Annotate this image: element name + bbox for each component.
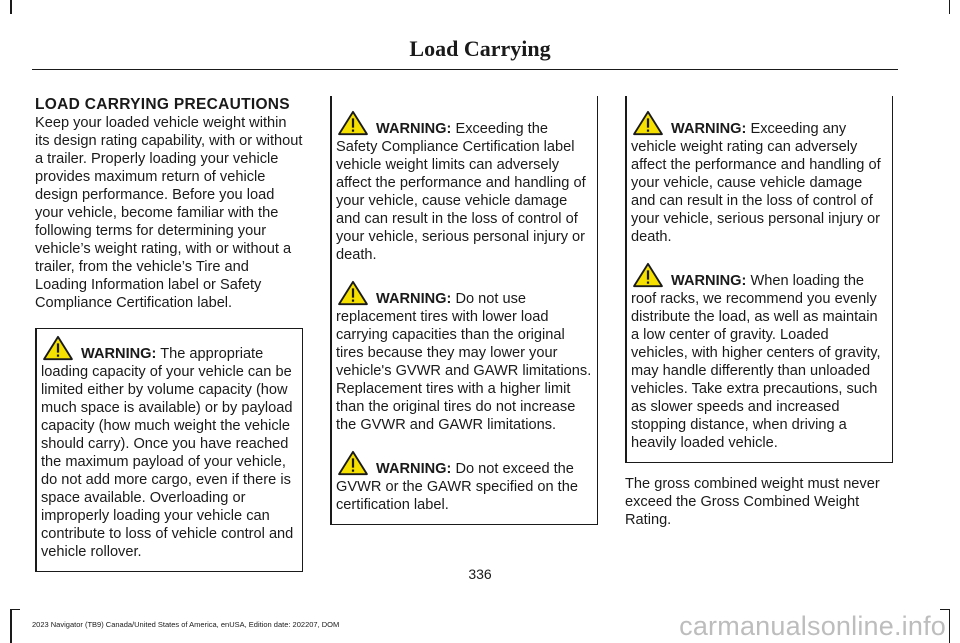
closing-paragraph: The gross combined weight must never exceed the Gross Combined Weight Rating. (625, 476, 880, 528)
column-2 (330, 96, 598, 525)
watermark: carmanualsonline.info (679, 611, 946, 641)
crop-mark (10, 0, 12, 14)
warning-label: WARNING: (376, 461, 452, 477)
warning-box (625, 96, 893, 463)
intro-paragraph: Keep your loaded vehicle weight within its design rating capability, with or without a trailer. Properly loading your vehicle provides maximum return of vehicle design performance. Before you load your vehicle, become familiar with the following terms for determining your vehicle’s weight rating, with or without a trailer, from the vehicle’s Tire and Loading Information label or Safety Compliance Certification label. (35, 115, 303, 311)
page-header-title: Load Carrying (409, 36, 551, 61)
crop-mark (940, 609, 950, 611)
crop-mark (10, 609, 12, 643)
warning-label: WARNING: (671, 273, 747, 289)
warning-text: Do not use replacement tires with lower load carrying capacities than the original tires because they may lower your vehicle's GVWR and GAWR limitations. Replacement tires with a higher limit than the original tires do not increase the GVWR and GAWR limitations. (336, 291, 592, 433)
warning-triangle-icon (336, 280, 370, 306)
warning-paragraph (35, 329, 302, 561)
warning-text: When loading the roof racks, we recommend you evenly distribute the load, as well as maintain a low center of gravity. Loaded vehicles, with higher centers of gravity, may handle differently than unloaded vehicles. Take extra precautions, such as slower speeds and increased stopping distance, when driving a heavily loaded vehicle. (631, 273, 881, 451)
warning-label: WARNING: (376, 121, 452, 137)
warning-text: Exceeding the Safety Compliance Certification label vehicle weight limits can adversely affect the performance and handling of your vehicle, cause vehicle damage and can result in the loss of control of your vehicle, serious personal injury or death. (336, 121, 586, 263)
warning-paragraph (625, 256, 892, 452)
warning-label: WARNING: (671, 121, 747, 137)
column-3 (625, 96, 893, 529)
warning-triangle-icon (631, 262, 665, 288)
warning-paragraph (330, 104, 597, 264)
warning-label: WARNING: (376, 291, 452, 307)
warning-text: Do not exceed the GVWR or the GAWR specified on the certification label. (336, 461, 578, 513)
warning-triangle-icon (336, 450, 370, 476)
warning-box (35, 328, 303, 572)
warning-paragraph (330, 274, 597, 434)
warning-triangle-icon (631, 110, 665, 136)
warning-text: The appropriate loading capacity of your vehicle can be limited either by volume capacity (how much space is available) or by payload capacity (how much weight the vehicle should carry). Once you have reached the maximum payload of your vehicle, do not add more cargo, even if there is space available. Overloading or improperly loading your vehicle can contribute to loss of vehicle control and vehicle rollover. (41, 346, 294, 560)
warning-paragraph (330, 444, 597, 514)
warning-triangle-icon (41, 335, 75, 361)
crop-mark (949, 0, 951, 14)
page-number: 336 (468, 566, 492, 582)
section-heading: LOAD CARRYING PRECAUTIONS (35, 96, 290, 113)
warning-box (330, 96, 598, 525)
warning-label: WARNING: (81, 346, 157, 362)
warning-paragraph (625, 104, 892, 246)
crop-mark (949, 609, 951, 643)
edition-footer: 2023 Navigator (TB9) Canada/United States of America, enUSA, Edition date: 202207, DOM (32, 620, 340, 629)
warning-triangle-icon (336, 110, 370, 136)
warning-text: Exceeding any vehicle weight rating can adversely affect the performance and handling of your vehicle, cause vehicle damage and can result in the loss of control of your vehicle, serious personal injury or death. (631, 121, 881, 245)
column-1 (35, 96, 303, 572)
header-rule (32, 69, 898, 70)
crop-mark (10, 609, 20, 611)
